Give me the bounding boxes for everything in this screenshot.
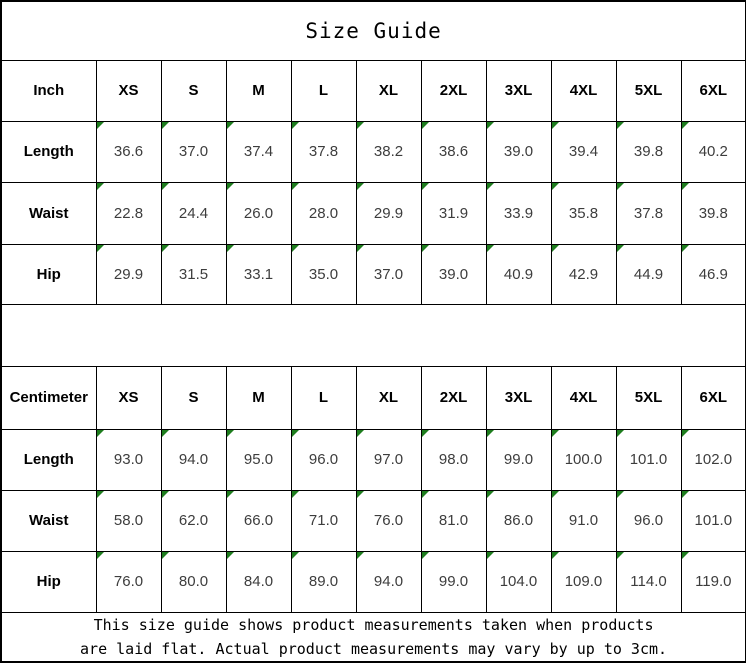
measurement-value: 109.0 <box>564 573 603 590</box>
measurement-cell <box>161 121 226 182</box>
title-row <box>1 1 746 60</box>
cell-flag-triangle-icon <box>682 122 689 129</box>
cell-flag-triangle-icon <box>552 430 559 437</box>
cell-flag-triangle-icon <box>422 430 429 437</box>
measurement-cell <box>421 490 486 551</box>
cell-flag-triangle-icon <box>487 552 494 559</box>
measurement-cell <box>161 490 226 551</box>
measurement-cell <box>291 490 356 551</box>
size-col-header-xl: XL <box>356 366 421 429</box>
measurement-value: 40.9 <box>503 265 534 283</box>
cell-flag-triangle-icon <box>552 122 559 129</box>
footer-note <box>1 612 746 662</box>
measurement-value: 98.0 <box>438 451 469 468</box>
measurement-cell <box>681 490 746 551</box>
measurement-value: 35.8 <box>568 204 599 222</box>
measurement-value: 84.0 <box>243 573 274 590</box>
measurement-cell <box>161 182 226 244</box>
row-label-length: Length <box>1 121 96 182</box>
cell-flag-triangle-icon <box>227 122 234 129</box>
measurement-cell <box>551 121 616 182</box>
measurement-cell <box>161 429 226 490</box>
measurement-value: 62.0 <box>178 512 209 529</box>
measurement-value: 71.0 <box>308 512 339 529</box>
measurement-value: 97.0 <box>373 451 404 468</box>
measurement-value: 29.9 <box>113 265 144 283</box>
cell-flag-triangle-icon <box>162 430 169 437</box>
measurement-value: 99.0 <box>438 573 469 590</box>
cell-flag-triangle-icon <box>357 122 364 129</box>
size-col-header-xs: XS <box>96 366 161 429</box>
measurement-cell <box>486 490 551 551</box>
measurement-cell <box>291 429 356 490</box>
cell-flag-triangle-icon <box>97 491 104 498</box>
row-label-hip: Hip <box>1 551 96 612</box>
cell-flag-triangle-icon <box>552 491 559 498</box>
cell-flag-triangle-icon <box>162 183 169 190</box>
unit-header-inch: Inch <box>1 60 96 121</box>
row-label-waist: Waist <box>1 182 96 244</box>
measurement-value: 35.0 <box>308 265 339 283</box>
measurement-value: 37.8 <box>633 204 664 222</box>
cell-flag-triangle-icon <box>552 245 559 252</box>
size-col-header-2xl: 2XL <box>421 60 486 121</box>
measurement-cell <box>226 244 291 304</box>
cell-flag-triangle-icon <box>422 122 429 129</box>
measurement-cell <box>356 551 421 612</box>
measurement-value: 66.0 <box>243 512 274 529</box>
size-col-header-m: M <box>226 60 291 121</box>
footer-row <box>1 612 746 662</box>
measurement-value: 29.9 <box>373 204 404 222</box>
cell-flag-triangle-icon <box>487 245 494 252</box>
measurement-cell <box>551 429 616 490</box>
measurement-cell <box>356 429 421 490</box>
size-col-header-3xl: 3XL <box>486 60 551 121</box>
size-col-header-s: S <box>161 366 226 429</box>
measurement-cell <box>421 551 486 612</box>
measurement-value: 24.4 <box>178 204 209 222</box>
measurement-cell <box>616 182 681 244</box>
measurement-value: 114.0 <box>630 573 667 590</box>
cell-flag-triangle-icon <box>617 245 624 252</box>
size-col-header-l: L <box>291 60 356 121</box>
measurement-value: 22.8 <box>113 204 144 222</box>
measurement-cell <box>616 551 681 612</box>
cell-flag-triangle-icon <box>617 183 624 190</box>
measurement-value: 95.0 <box>243 451 274 468</box>
measurement-value: 33.1 <box>243 265 274 283</box>
measurement-value: 42.9 <box>568 265 599 283</box>
cell-flag-triangle-icon <box>292 552 299 559</box>
measurement-cell <box>96 121 161 182</box>
measurement-value: 80.0 <box>178 573 209 590</box>
cell-flag-triangle-icon <box>357 183 364 190</box>
cell-flag-triangle-icon <box>357 245 364 252</box>
cell-flag-triangle-icon <box>357 430 364 437</box>
measurement-value: 39.8 <box>633 143 664 160</box>
measurement-cell <box>551 551 616 612</box>
measurement-cell <box>616 429 681 490</box>
cell-flag-triangle-icon <box>227 552 234 559</box>
measurement-value: 96.0 <box>308 451 339 468</box>
cell-flag-triangle-icon <box>97 430 104 437</box>
measurement-cell <box>96 182 161 244</box>
inch-hip-row <box>1 244 746 304</box>
cell-flag-triangle-icon <box>422 491 429 498</box>
measurement-cell <box>421 121 486 182</box>
cell-flag-triangle-icon <box>227 491 234 498</box>
measurement-value: 101.0 <box>694 512 733 529</box>
measurement-cell <box>226 121 291 182</box>
cell-flag-triangle-icon <box>487 122 494 129</box>
measurement-value: 76.0 <box>373 512 404 529</box>
size-col-header-s: S <box>161 60 226 121</box>
size-col-header-6xl: 6XL <box>681 366 746 429</box>
row-label-waist: Waist <box>1 490 96 551</box>
cell-flag-triangle-icon <box>682 552 689 559</box>
measurement-cell <box>96 429 161 490</box>
row-label-hip: Hip <box>1 244 96 304</box>
measurement-value: 86.0 <box>503 512 534 529</box>
cell-flag-triangle-icon <box>552 552 559 559</box>
size-col-header-xs: XS <box>96 60 161 121</box>
measurement-value: 38.2 <box>373 143 404 160</box>
cell-flag-triangle-icon <box>682 183 689 190</box>
measurement-cell <box>356 490 421 551</box>
cell-flag-triangle-icon <box>227 245 234 252</box>
cell-flag-triangle-icon <box>162 491 169 498</box>
measurement-cell <box>421 429 486 490</box>
cell-flag-triangle-icon <box>97 552 104 559</box>
measurement-value: 46.9 <box>698 265 728 283</box>
measurement-cell <box>616 490 681 551</box>
measurement-cell <box>551 244 616 304</box>
size-col-header-4xl: 4XL <box>551 60 616 121</box>
measurement-cell <box>681 429 746 490</box>
measurement-cell <box>291 182 356 244</box>
measurement-cell <box>681 551 746 612</box>
measurement-value: 26.0 <box>243 204 274 222</box>
cell-flag-triangle-icon <box>162 122 169 129</box>
measurement-value: 101.0 <box>629 451 668 468</box>
measurement-cell <box>226 551 291 612</box>
cell-flag-triangle-icon <box>617 552 624 559</box>
size-col-header-2xl: 2XL <box>421 366 486 429</box>
cell-flag-triangle-icon <box>292 245 299 252</box>
cell-flag-triangle-icon <box>292 491 299 498</box>
measurement-cell <box>356 244 421 304</box>
size-col-header-xl: XL <box>356 60 421 121</box>
measurement-value: 39.8 <box>698 204 728 222</box>
measurement-cell <box>616 121 681 182</box>
inch-waist-row <box>1 182 746 244</box>
measurement-value: 58.0 <box>113 512 144 529</box>
cell-flag-triangle-icon <box>617 430 624 437</box>
cell-flag-triangle-icon <box>97 122 104 129</box>
measurement-cell <box>486 551 551 612</box>
row-label-length: Length <box>1 429 96 490</box>
cell-flag-triangle-icon <box>357 552 364 559</box>
measurement-cell <box>551 490 616 551</box>
unit-header-centimeter: Centimeter <box>1 366 96 429</box>
measurement-cell <box>486 182 551 244</box>
measurement-value: 39.0 <box>438 265 469 283</box>
measurement-value: 38.6 <box>438 143 469 160</box>
measurement-value: 39.0 <box>503 143 534 160</box>
measurement-value: 81.0 <box>438 512 469 529</box>
centimeter-header-row <box>1 366 746 429</box>
measurement-value: 104.0 <box>499 573 538 590</box>
cell-flag-triangle-icon <box>227 430 234 437</box>
measurement-value: 37.0 <box>373 265 404 283</box>
footer-note-line2: are laid flat. Actual product measurements may vary by up to 3cm. <box>80 639 668 658</box>
inch-length-row <box>1 121 746 182</box>
measurement-value: 44.9 <box>633 265 664 283</box>
cell-flag-triangle-icon <box>97 183 104 190</box>
measurement-value: 39.4 <box>568 143 599 160</box>
measurement-value: 94.0 <box>178 451 209 468</box>
cell-flag-triangle-icon <box>162 552 169 559</box>
measurement-cell <box>96 244 161 304</box>
cell-flag-triangle-icon <box>292 122 299 129</box>
measurement-cell <box>421 182 486 244</box>
measurement-value: 33.9 <box>503 204 534 222</box>
measurement-cell <box>681 244 746 304</box>
measurement-value: 31.5 <box>178 265 209 283</box>
cell-flag-triangle-icon <box>97 245 104 252</box>
measurement-cell <box>291 244 356 304</box>
measurement-cell <box>421 244 486 304</box>
size-col-header-5xl: 5XL <box>616 60 681 121</box>
size-col-header-6xl: 6XL <box>681 60 746 121</box>
measurement-value: 37.8 <box>308 143 339 160</box>
measurement-cell <box>551 182 616 244</box>
measurement-value: 94.0 <box>373 573 404 590</box>
cell-flag-triangle-icon <box>487 183 494 190</box>
measurement-cell <box>226 429 291 490</box>
centimeter-waist-row <box>1 490 746 551</box>
measurement-cell <box>681 182 746 244</box>
cell-flag-triangle-icon <box>487 491 494 498</box>
measurement-cell <box>486 244 551 304</box>
size-col-header-m: M <box>226 366 291 429</box>
measurement-cell <box>161 244 226 304</box>
measurement-cell <box>96 490 161 551</box>
measurement-value: 36.6 <box>113 143 144 160</box>
cell-flag-triangle-icon <box>682 430 689 437</box>
size-col-header-3xl: 3XL <box>486 366 551 429</box>
measurement-value: 40.2 <box>698 143 728 160</box>
measurement-cell <box>616 244 681 304</box>
measurement-value: 100.0 <box>564 451 603 468</box>
measurement-value: 91.0 <box>568 512 599 529</box>
measurement-cell <box>226 182 291 244</box>
measurement-cell <box>96 551 161 612</box>
measurement-cell <box>291 551 356 612</box>
cell-flag-triangle-icon <box>617 491 624 498</box>
measurement-value: 93.0 <box>113 451 144 468</box>
cell-flag-triangle-icon <box>682 491 689 498</box>
measurement-value: 119.0 <box>695 573 732 590</box>
cell-flag-triangle-icon <box>357 491 364 498</box>
cell-flag-triangle-icon <box>682 245 689 252</box>
measurement-value: 99.0 <box>503 451 534 468</box>
measurement-value: 37.4 <box>243 143 274 160</box>
measurement-cell <box>356 121 421 182</box>
cell-flag-triangle-icon <box>422 245 429 252</box>
spacer-cell <box>1 304 746 366</box>
size-col-header-5xl: 5XL <box>616 366 681 429</box>
measurement-value: 28.0 <box>308 204 339 222</box>
measurement-cell <box>486 121 551 182</box>
measurement-value: 37.0 <box>178 143 209 160</box>
measurement-value: 76.0 <box>113 573 144 590</box>
centimeter-hip-row <box>1 551 746 612</box>
measurement-value: 89.0 <box>308 573 339 590</box>
cell-flag-triangle-icon <box>487 430 494 437</box>
cell-flag-triangle-icon <box>422 552 429 559</box>
measurement-value: 96.0 <box>633 512 664 529</box>
measurement-value: 102.0 <box>694 451 733 468</box>
spacer-row <box>1 304 746 366</box>
measurement-cell <box>486 429 551 490</box>
page-title: Size Guide <box>1 1 746 60</box>
measurement-cell <box>226 490 291 551</box>
size-col-header-4xl: 4XL <box>551 366 616 429</box>
cell-flag-triangle-icon <box>292 430 299 437</box>
measurement-cell <box>681 121 746 182</box>
size-col-header-l: L <box>291 366 356 429</box>
cell-flag-triangle-icon <box>617 122 624 129</box>
centimeter-length-row <box>1 429 746 490</box>
measurement-cell <box>161 551 226 612</box>
footer-note-line1: This size guide shows product measurements taken when products <box>93 615 654 634</box>
measurement-value: 31.9 <box>438 204 469 222</box>
cell-flag-triangle-icon <box>227 183 234 190</box>
inch-header-row <box>1 60 746 121</box>
cell-flag-triangle-icon <box>422 183 429 190</box>
cell-flag-triangle-icon <box>162 245 169 252</box>
measurement-cell <box>356 182 421 244</box>
cell-flag-triangle-icon <box>552 183 559 190</box>
cell-flag-triangle-icon <box>292 183 299 190</box>
measurement-cell <box>291 121 356 182</box>
